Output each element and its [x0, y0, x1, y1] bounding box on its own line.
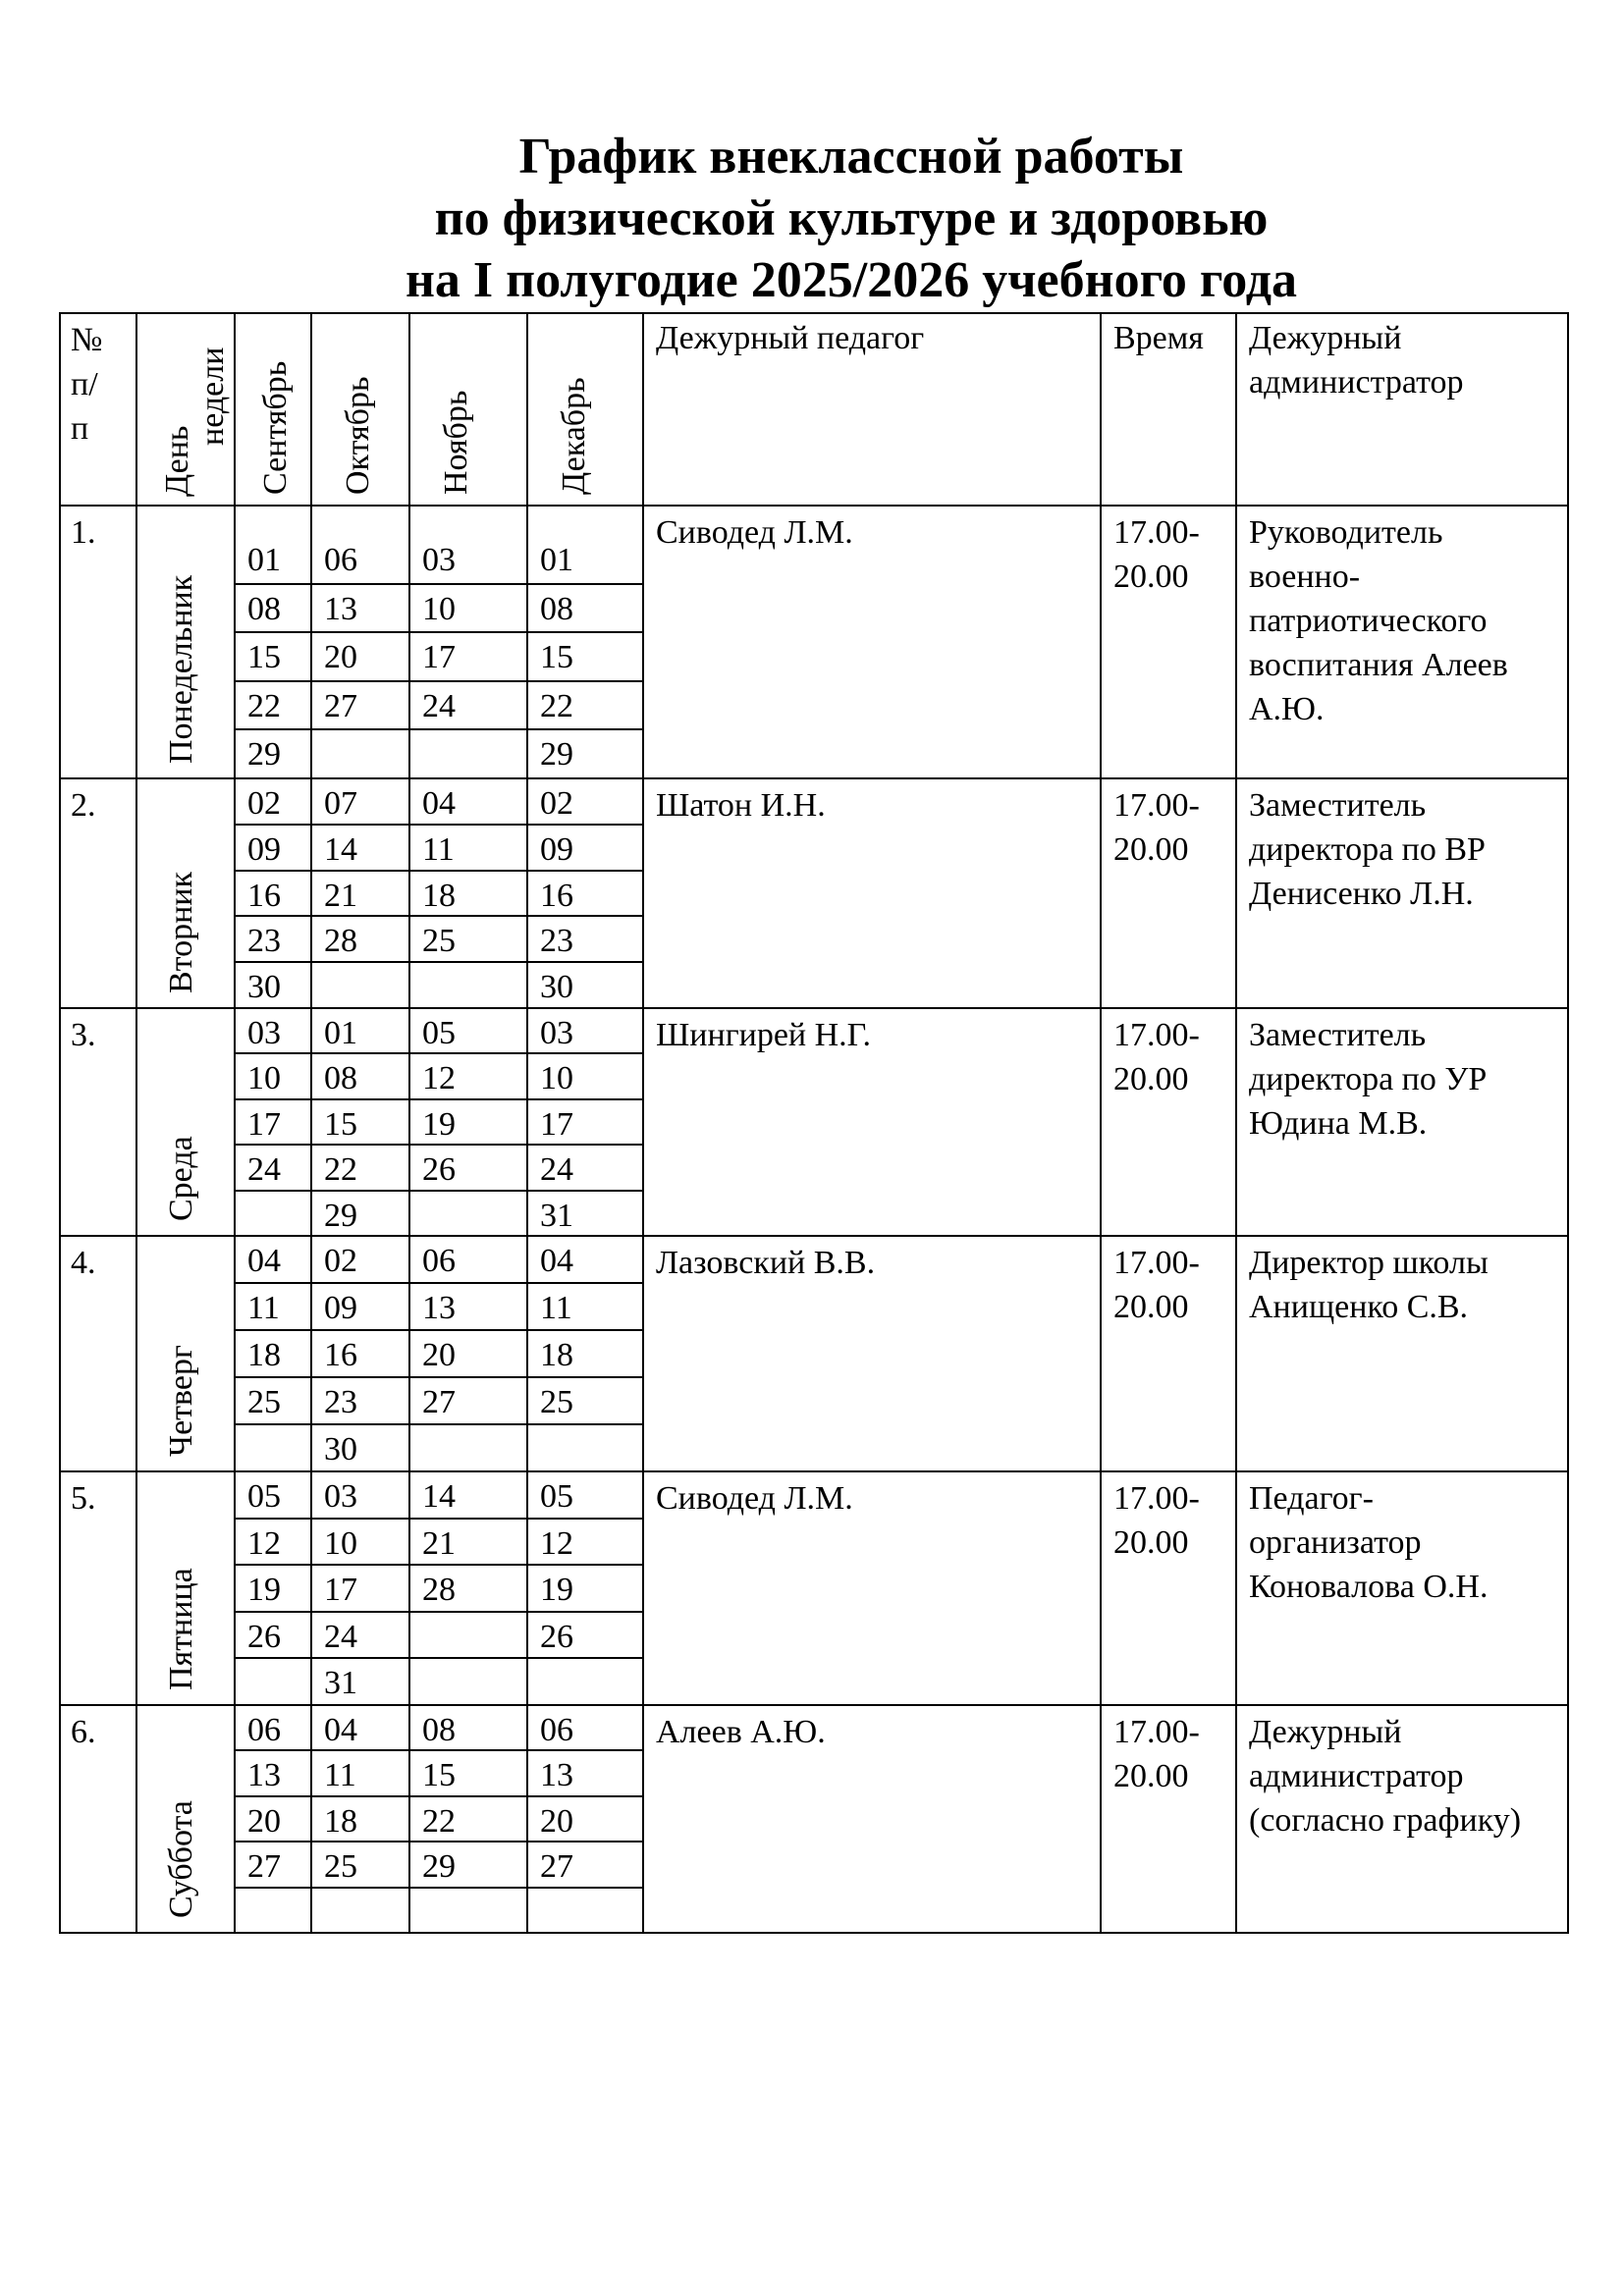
date-cell: 15: [422, 1757, 456, 1793]
date-cell: 11: [422, 831, 455, 868]
date-cell: 18: [540, 1337, 573, 1373]
date-cell: 23: [324, 1384, 357, 1420]
column-border: [1235, 312, 1237, 1934]
date-cell: 26: [540, 1619, 573, 1655]
header-day-line2: недели: [194, 347, 231, 446]
date-cell: 24: [422, 688, 456, 724]
row-admin: Директор школы Анищенко С.В.: [1249, 1245, 1489, 1325]
date-cell: 19: [247, 1572, 281, 1608]
date-cell: 04: [540, 1243, 573, 1279]
column-border: [642, 312, 644, 1934]
date-cell: 21: [324, 878, 357, 914]
row-teacher: Сиводед Л.М.: [656, 514, 853, 551]
date-cell: 16: [247, 878, 281, 914]
row-separator: [59, 1007, 1567, 1009]
date-cell: 06: [540, 1712, 573, 1748]
date-cell: 09: [540, 831, 573, 868]
date-cell: 04: [422, 785, 456, 822]
date-cell: 16: [324, 1337, 357, 1373]
row-separator: [59, 1235, 1567, 1237]
date-cell: 17: [422, 639, 456, 675]
date-cell: 22: [422, 1803, 456, 1840]
date-cell: 10: [324, 1525, 357, 1562]
date-subrow-border: [234, 631, 642, 633]
date-cell: 17: [247, 1106, 281, 1143]
date-cell: 02: [247, 785, 281, 822]
date-cell: 15: [540, 639, 573, 675]
header-admin: Дежурный администратор: [1249, 320, 1464, 400]
date-cell: 15: [247, 639, 281, 675]
row-number: 3.: [71, 1017, 96, 1053]
date-cell: 12: [247, 1525, 281, 1562]
date-cell: 25: [540, 1384, 573, 1420]
header-bottom-border: [59, 505, 1567, 507]
row-admin: Дежурный администратор (согласно графику): [1249, 1714, 1522, 1839]
date-cell: 01: [247, 542, 281, 578]
column-border: [408, 312, 410, 1934]
date-cell: 20: [540, 1803, 573, 1840]
date-cell: 29: [540, 736, 573, 773]
date-cell: 31: [540, 1198, 573, 1234]
row-day: Понедельник: [163, 574, 199, 764]
date-cell: 25: [422, 923, 456, 959]
date-cell: 30: [540, 969, 573, 1005]
date-cell: 23: [540, 923, 573, 959]
date-cell: 06: [422, 1243, 456, 1279]
date-cell: 02: [540, 785, 573, 822]
title-line-1: График внеклассной работы: [518, 129, 1184, 185]
date-cell: 24: [247, 1151, 281, 1188]
row-teacher: Лазовский В.В.: [656, 1245, 876, 1281]
date-cell: 10: [540, 1060, 573, 1096]
row-day: Вторник: [163, 872, 199, 993]
date-cell: 13: [247, 1757, 281, 1793]
table-top-border: [59, 312, 1567, 314]
table-bottom-border: [59, 1932, 1567, 1934]
date-cell: 12: [422, 1060, 456, 1096]
date-cell: 13: [324, 591, 357, 627]
date-cell: 09: [324, 1290, 357, 1326]
header-month-3: Ноябрь: [438, 390, 474, 495]
date-cell: 10: [422, 591, 456, 627]
header-teacher: Дежурный педагог: [656, 320, 925, 356]
column-border: [59, 312, 61, 1934]
row-number: 5.: [71, 1480, 96, 1517]
date-cell: 08: [247, 591, 281, 627]
date-cell: 18: [324, 1803, 357, 1840]
date-cell: 06: [247, 1712, 281, 1748]
date-cell: 18: [247, 1337, 281, 1373]
row-separator: [59, 777, 1567, 779]
row-day: Среда: [163, 1136, 199, 1221]
date-cell: 03: [247, 1015, 281, 1051]
header-month-4: Декабрь: [556, 377, 592, 495]
row-admin: Руководитель военно- патриотического воспитания Алеев А.Ю.: [1249, 514, 1508, 727]
column-border: [310, 312, 312, 1934]
date-cell: 20: [422, 1337, 456, 1373]
date-cell: 19: [540, 1572, 573, 1608]
row-number: 2.: [71, 787, 96, 824]
date-cell: 05: [540, 1478, 573, 1515]
date-cell: 27: [247, 1848, 281, 1885]
date-cell: 22: [247, 688, 281, 724]
date-cell: 08: [422, 1712, 456, 1748]
date-subrow-border: [234, 680, 642, 682]
date-cell: 01: [540, 542, 573, 578]
date-cell: 03: [324, 1478, 357, 1515]
row-time: 17.00- 20.00: [1113, 1245, 1200, 1325]
date-cell: 20: [324, 639, 357, 675]
row-time: 17.00- 20.00: [1113, 514, 1200, 595]
date-subrow-border: [234, 583, 642, 585]
row-number: 1.: [71, 514, 96, 551]
row-day: Четверг: [163, 1345, 199, 1457]
date-cell: 23: [247, 923, 281, 959]
date-cell: 17: [324, 1572, 357, 1608]
date-cell: 22: [324, 1151, 357, 1188]
date-cell: 21: [422, 1525, 456, 1562]
date-cell: 27: [540, 1848, 573, 1885]
row-time: 17.00- 20.00: [1113, 1480, 1200, 1561]
row-admin: Заместитель директора по ВР Денисенко Л.Н.: [1249, 787, 1486, 912]
date-cell: 14: [422, 1478, 456, 1515]
date-cell: 07: [324, 785, 357, 822]
date-cell: 04: [324, 1712, 357, 1748]
row-time: 17.00- 20.00: [1113, 1714, 1200, 1794]
date-cell: 04: [247, 1243, 281, 1279]
date-cell: 03: [540, 1015, 573, 1051]
title-line-2: по физической культуре и здоровью: [434, 190, 1269, 246]
date-cell: 11: [540, 1290, 572, 1326]
date-cell: 10: [247, 1060, 281, 1096]
date-cell: 13: [540, 1757, 573, 1793]
row-admin: Заместитель директора по УР Юдина М.В.: [1249, 1017, 1488, 1142]
row-day: Пятница: [163, 1568, 199, 1690]
date-cell: 03: [422, 542, 456, 578]
date-cell: 18: [422, 878, 456, 914]
row-teacher: Шатон И.Н.: [656, 787, 826, 824]
date-cell: 11: [324, 1757, 356, 1793]
header-day-line1: День: [159, 425, 195, 497]
date-cell: 14: [324, 831, 357, 868]
row-separator: [59, 1470, 1567, 1472]
date-cell: 26: [247, 1619, 281, 1655]
date-cell: 08: [540, 591, 573, 627]
row-teacher: Алеев А.Ю.: [656, 1714, 826, 1750]
date-cell: 29: [422, 1848, 456, 1885]
date-cell: 29: [324, 1198, 357, 1234]
date-cell: 12: [540, 1525, 573, 1562]
date-cell: 05: [422, 1015, 456, 1051]
date-cell: 08: [324, 1060, 357, 1096]
date-cell: 01: [324, 1015, 357, 1051]
row-teacher: Сиводед Л.М.: [656, 1480, 853, 1517]
date-cell: 26: [422, 1151, 456, 1188]
header-month-1: Сентябрь: [257, 360, 294, 495]
date-cell: 25: [247, 1384, 281, 1420]
date-cell: 24: [324, 1619, 357, 1655]
date-cell: 13: [422, 1290, 456, 1326]
header-time: Время: [1113, 320, 1204, 356]
date-cell: 27: [324, 688, 357, 724]
date-cell: 17: [540, 1106, 573, 1143]
date-cell: 16: [540, 878, 573, 914]
date-cell: 25: [324, 1848, 357, 1885]
document-title: [0, 126, 1624, 311]
date-cell: 20: [247, 1803, 281, 1840]
date-cell: 19: [422, 1106, 456, 1143]
date-cell: 30: [324, 1431, 357, 1468]
date-cell: 30: [247, 969, 281, 1005]
date-cell: 09: [247, 831, 281, 868]
date-subrow-border: [234, 1657, 642, 1659]
column-border: [1567, 312, 1569, 1934]
date-cell: 31: [324, 1665, 357, 1701]
column-border: [234, 312, 236, 1934]
date-cell: 02: [324, 1243, 357, 1279]
date-cell: 11: [247, 1290, 280, 1326]
date-cell: 28: [422, 1572, 456, 1608]
date-cell: 27: [422, 1384, 456, 1420]
date-cell: 05: [247, 1478, 281, 1515]
column-border: [1100, 312, 1102, 1934]
date-cell: 28: [324, 923, 357, 959]
row-day: Суббота: [163, 1800, 199, 1918]
row-time: 17.00- 20.00: [1113, 1017, 1200, 1097]
date-cell: 24: [540, 1151, 573, 1188]
row-time: 17.00- 20.00: [1113, 787, 1200, 868]
date-cell: 29: [247, 736, 281, 773]
column-border: [526, 312, 528, 1934]
header-month-2: Октябрь: [340, 376, 376, 495]
row-number: 6.: [71, 1714, 96, 1750]
row-admin: Педагог- организатор Коновалова О.Н.: [1249, 1480, 1489, 1605]
row-number: 4.: [71, 1245, 96, 1281]
row-teacher: Шингирей Н.Г.: [656, 1017, 871, 1053]
title-line-3: на I полугодие 2025/2026 учебного года: [405, 252, 1298, 308]
date-cell: 06: [324, 542, 357, 578]
header-number: № п/ п: [71, 322, 103, 447]
date-cell: 15: [324, 1106, 357, 1143]
date-subrow-border: [234, 728, 642, 730]
row-separator: [59, 1704, 1567, 1706]
column-border: [135, 312, 137, 1934]
date-cell: 22: [540, 688, 573, 724]
